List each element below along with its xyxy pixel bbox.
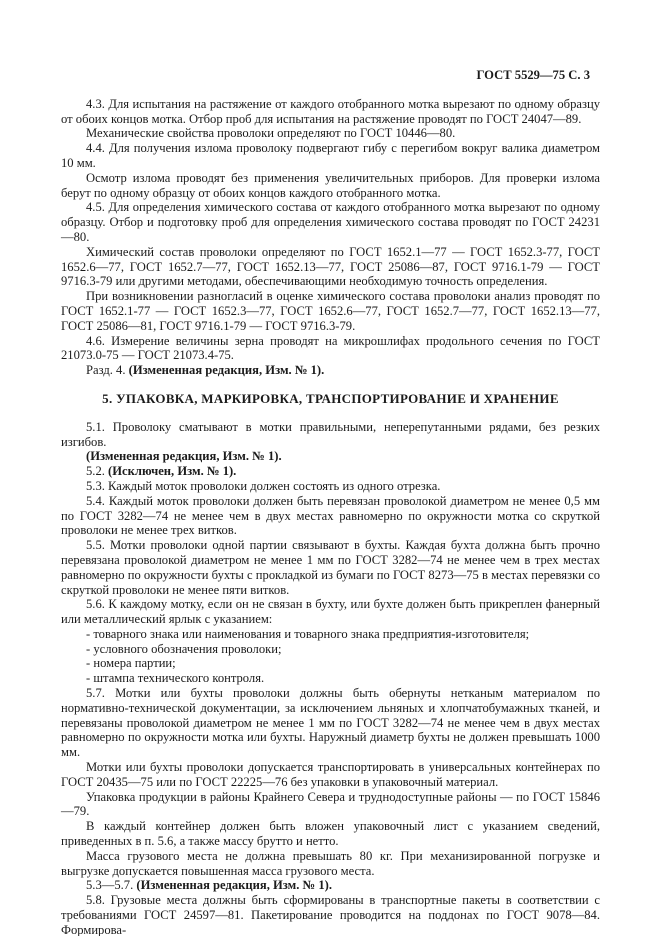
text-run: 5.3. Каждый моток проволоки должен состоять из одного отрезка. <box>86 478 441 493</box>
text-run: В каждый контейнер должен быть вложен упаковочный лист с указанием сведений, приведенных в п. 5.6, а также массу брутто и нетто. <box>61 819 600 849</box>
paragraph <box>61 171 600 201</box>
bold-text-run: (Измененная редакция, Изм. № 1). <box>128 363 325 378</box>
paragraph <box>61 538 600 597</box>
paragraph <box>61 686 600 760</box>
paragraph <box>61 464 600 479</box>
text-run: Разд. 4. <box>86 363 129 378</box>
paragraph <box>61 878 600 893</box>
text-run: 4.4. Для получения излома проволоку подвергают гибу с перегибом вокруг валика диаметром 10 мм. <box>61 141 600 170</box>
text-run: 4.6. Измерение величины зерна проводят на микрошлифах продольного сечения по ГОСТ 21073.0-75 — ГОСТ 21073.4-75. <box>61 333 600 363</box>
bold-text-run: (Измененная редакция, Изм. № 1). <box>86 449 282 464</box>
text-run: При возникновении разногласий в оценке химического состава проволоки анализ проводят по ГОСТ 1652.1-77 — ГОСТ 1652.3—77, ГОСТ 1652.6—77, ГОСТ 1652.7—77, ГОСТ 1652.13—77, ГОСТ 25086—81, ГОСТ 9716.1-79 — ГОСТ 9716.3-79. <box>61 289 600 333</box>
text-run: 4.5. Для определения химического состава от каждого отобранного мотка вырезают по одному образцу. Отбор и подготовку проб для определения химического состава проводят по ГОСТ 24231—80. <box>61 200 600 244</box>
text-run: Химический состав проволоки определяют по ГОСТ 1652.1—77 — ГОСТ 1652.3-77, ГОСТ 1652.6—77, ГОСТ 1652.7—77, ГОСТ 1652.13—77, ГОСТ 25086—87, ГОСТ 9716.1-79 — ГОСТ 9716.3-79 или другими методами, обеспечивающими необходимую точность определения. <box>61 244 600 289</box>
paragraph <box>61 893 600 936</box>
paragraph <box>61 790 600 820</box>
text-run: 5.8. Грузовые места должны быть сформированы в транспортные пакеты в соответствии с требованиями ГОСТ 24597—81. Пакетирование проводится на поддонах по ГОСТ 9078—84. Формирова- <box>61 893 600 936</box>
paragraph <box>61 849 600 879</box>
page-header-gost-ref: ГОСТ 5529—75 С. 3 <box>476 68 590 82</box>
paragraph <box>61 363 600 378</box>
paragraph <box>61 449 600 464</box>
list-item <box>61 671 600 686</box>
paragraph <box>61 334 600 364</box>
section-heading <box>61 392 600 407</box>
text-run: 5.6. К каждому мотку, если он не связан в бухту, или бухте должен быть прикреплен фанерный или металлический ярлык с указанием: <box>61 597 600 627</box>
text-run: 5.7. Мотки или бухты проволоки должны быть обернуты нетканым материалом по нормативно-технической документации, за исключением льняных и хлопчатобумажных тканей, и перевязаны проволокой диаметром не менее 1 мм по ГОСТ 3282—74 не менее чем в двух местах равномерно по окружности мотка или бухты. Наружный диаметр бухты не должен превышать 1000 мм. <box>61 686 600 760</box>
text-run: - штампа технического контроля. <box>86 671 265 686</box>
paragraph <box>61 141 600 171</box>
text-run: Масса грузового места не должна превышать 80 кг. При механизированной погрузке и выгрузке допускается повышенная масса грузового места. <box>61 848 600 878</box>
document-body <box>61 97 600 936</box>
text-run: - номера партии; <box>86 656 176 671</box>
paragraph <box>61 289 600 333</box>
list-item <box>61 642 600 657</box>
paragraph <box>61 126 600 141</box>
text-run: 5.1. Проволоку сматывают в мотки правильными, неперепутанными рядами, без резких изгибов. <box>61 419 600 449</box>
text-run: 5.3—5.7. <box>86 878 137 893</box>
paragraph <box>61 97 600 127</box>
list-item <box>61 627 600 642</box>
paragraph <box>61 200 600 244</box>
text-run: Механические свойства проволоки определяют по ГОСТ 10446—80. <box>86 126 456 141</box>
text-run: - условного обозначения проволоки; <box>86 641 282 656</box>
list-item <box>61 656 600 671</box>
paragraph <box>61 819 600 849</box>
paragraph <box>61 597 600 627</box>
text-run: Мотки или бухты проволоки допускается транспортировать в универсальных контейнерах по ГОСТ 20435—75 или по ГОСТ 22225—76 без упаковки в упаковочный материал. <box>61 760 600 789</box>
text-run: 4.3. Для испытания на растяжение от каждого отобранного мотка вырезают по одному образцу от обоих концов мотка. Отбор проб для испытания на растяжение проводят по ГОСТ 24047—89. <box>61 96 600 126</box>
bold-text-run: (Исключен, Изм. № 1). <box>108 464 237 479</box>
paragraph <box>61 760 600 790</box>
text-run: 5.5. Мотки проволоки одной партии связывают в бухты. Каждая бухта должна быть прочно перевязана проволокой диаметром не менее 1 мм по ГОСТ 3282—74 не менее чем в трех местах равномерно по окружности бухты с прокладкой из бумаги по ГОСТ 8273—75 в местах перевязки со скруткой проволоки не менее пяти витков. <box>61 538 600 597</box>
paragraph <box>61 245 600 289</box>
text-run: Упаковка продукции в районы Крайнего Севера и труднодоступные районы — по ГОСТ 15846—79. <box>61 789 600 819</box>
bold-text-run: (Измененная редакция, Изм. № 1). <box>136 878 333 893</box>
paragraph <box>61 479 600 494</box>
text-run: 5.4. Каждый моток проволоки должен быть перевязан проволокой диаметром не менее 0,5 мм по ГОСТ 3282—74 не менее чем в двух местах равномерно по окружности мотка со скруткой проволоки не менее трех витков. <box>61 493 600 538</box>
paragraph <box>61 420 600 450</box>
paragraph <box>61 494 600 538</box>
text-run: - товарного знака или наименования и товарного знака предприятия-изготовителя; <box>86 626 530 641</box>
text-run: Осмотр излома проводят без применения увеличительных приборов. Для проверки излома берут по одному образцу от обоих концов каждого отобранного мотка. <box>61 170 600 200</box>
bold-text-run: 5. УПАКОВКА, МАРКИРОВКА, ТРАНСПОРТИРОВАНИЕ И ХРАНЕНИЕ <box>102 390 559 406</box>
text-run: 5.2. <box>86 464 109 479</box>
